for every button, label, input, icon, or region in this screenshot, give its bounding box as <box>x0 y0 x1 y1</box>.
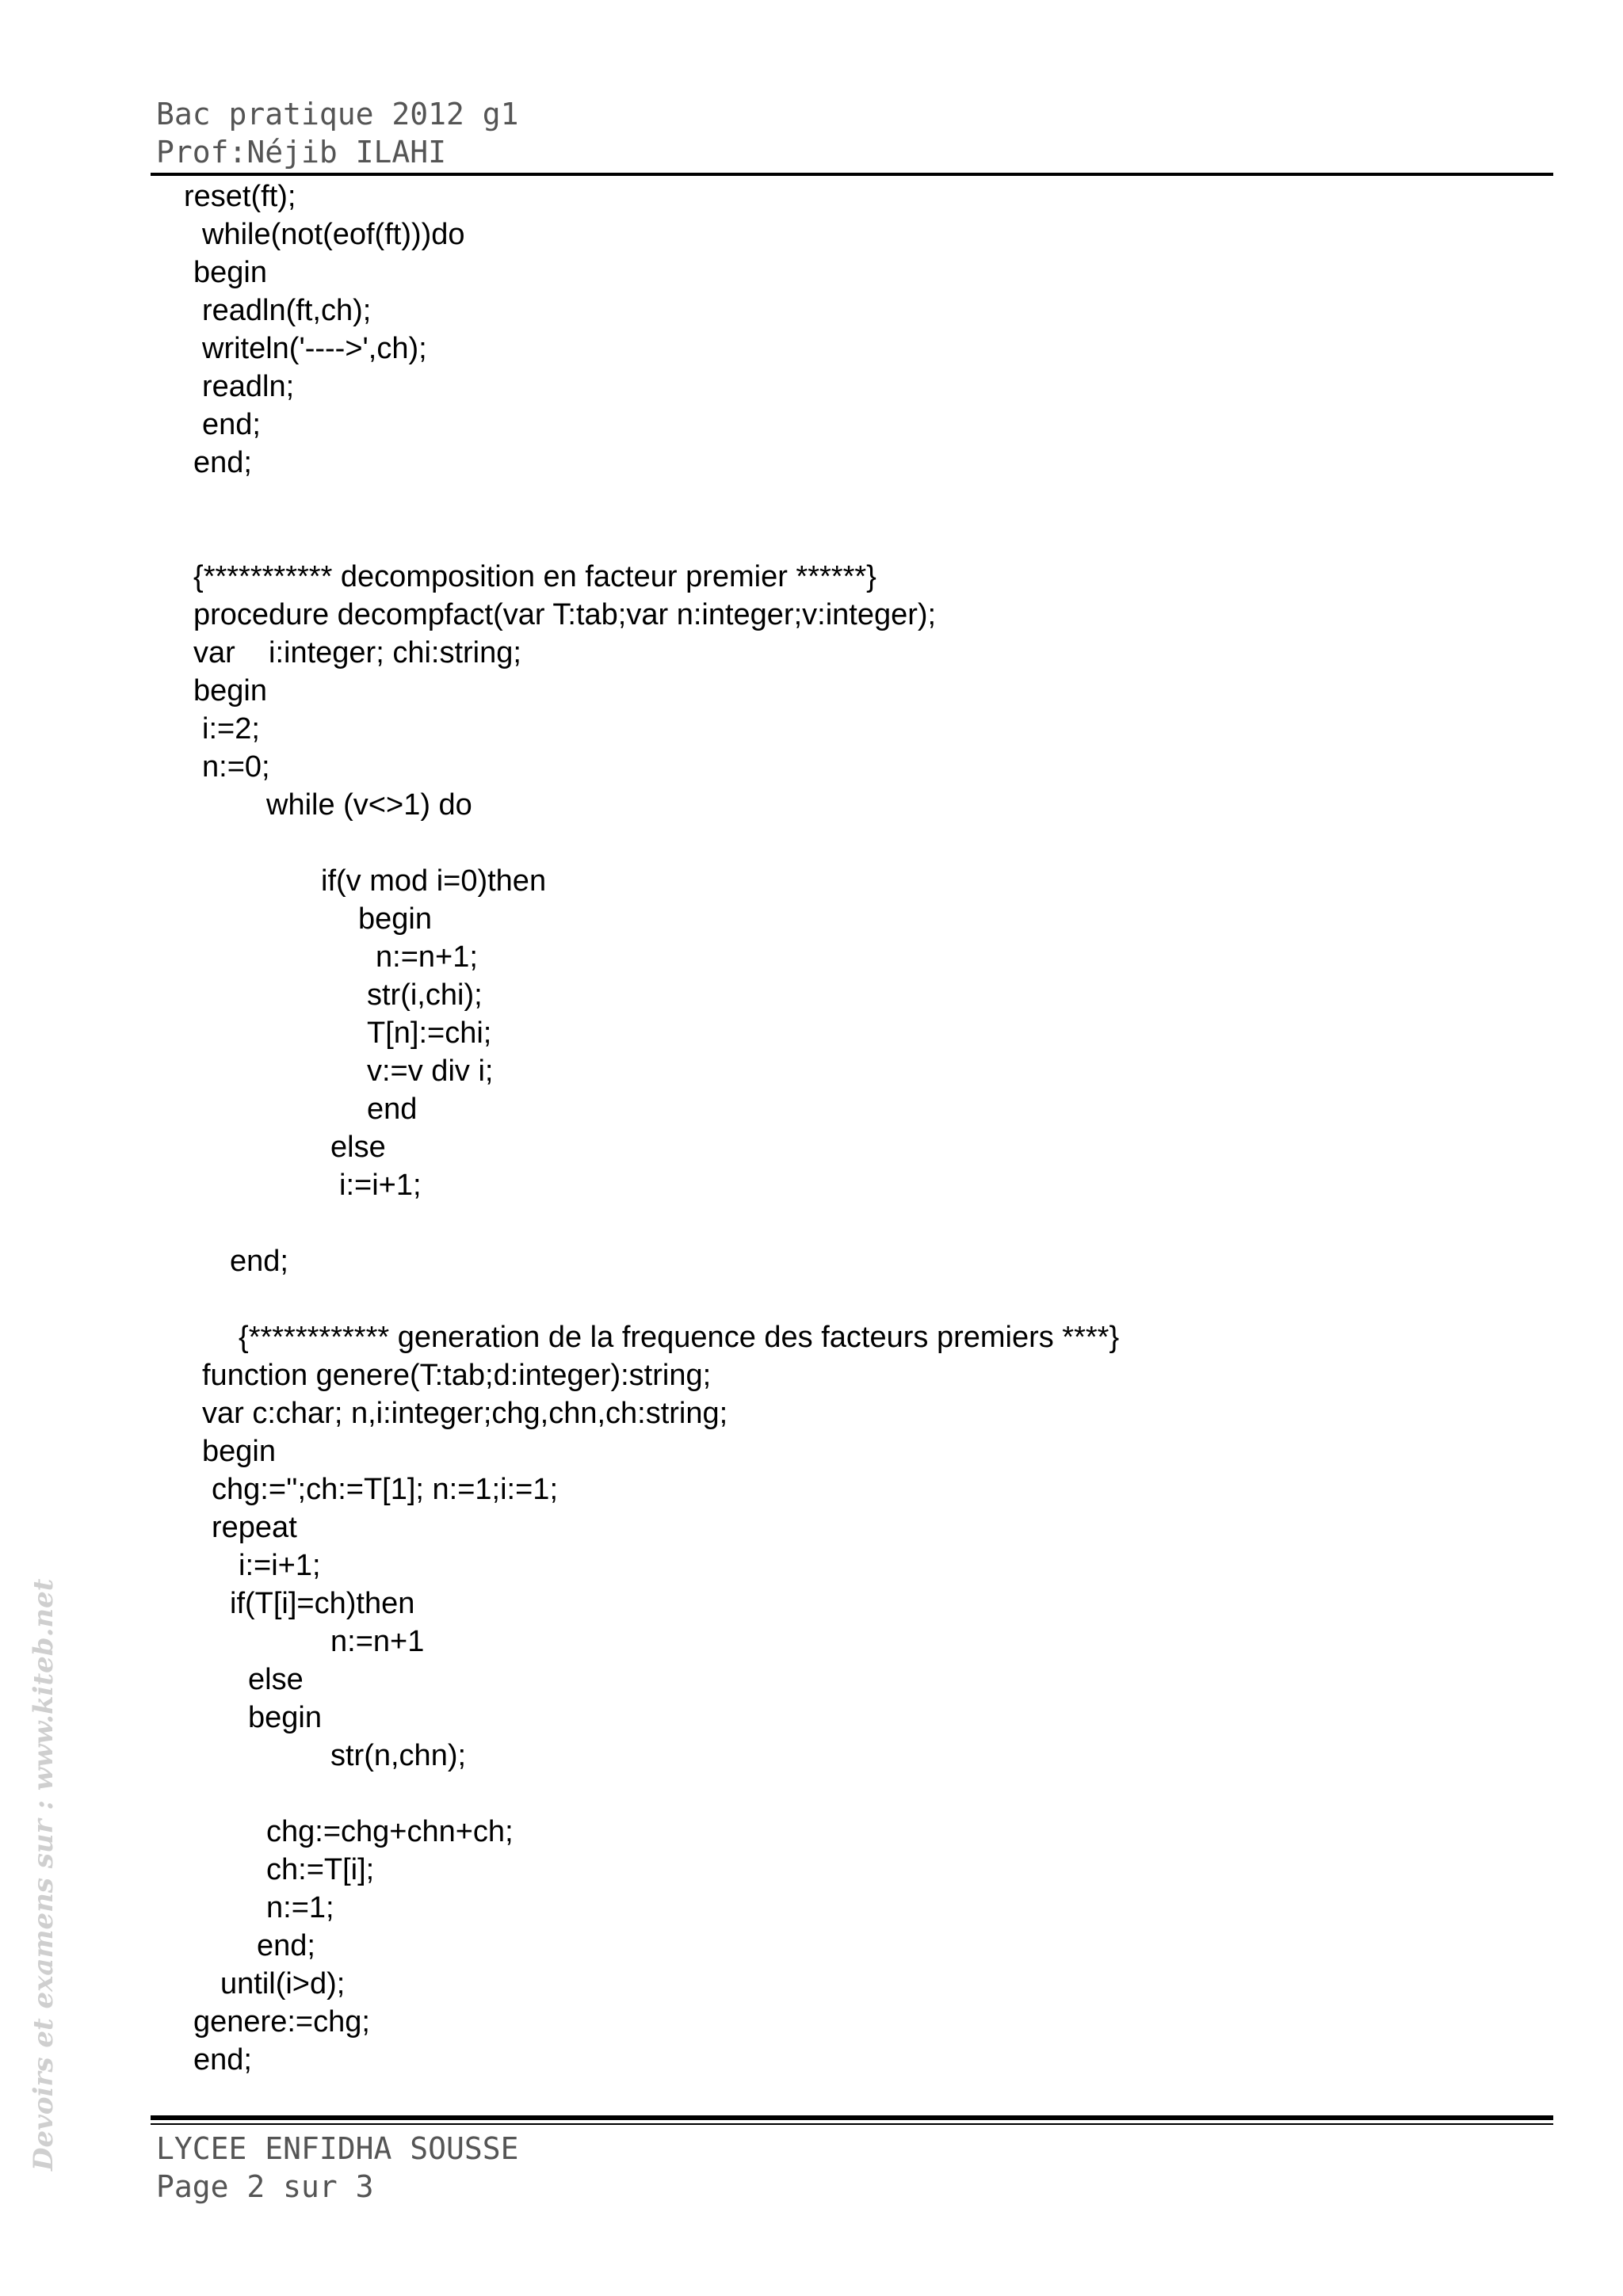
page-footer <box>156 2130 519 2206</box>
code-line: end; <box>257 1929 315 1962</box>
header-rule <box>151 173 1553 176</box>
code-line: begin <box>193 674 267 707</box>
code-line: end; <box>193 2043 252 2077</box>
code-line: else <box>330 1131 386 1164</box>
code-line: function genere(T:tab;d:integer):string; <box>202 1359 712 1392</box>
code-line: ch:=T[i]; <box>266 1853 375 1886</box>
code-comment: {*********** decomposition en facteur premier ******} <box>193 560 876 593</box>
watermark-text: Devoirs et examens sur : www.kiteb.net <box>28 1578 59 2171</box>
code-line: chg:='';ch:=T[1]; n:=1;i:=1; <box>212 1473 558 1506</box>
code-line: begin <box>193 256 267 289</box>
code-line: end; <box>230 1245 288 1278</box>
header-author: Prof:Néjib ILAHI <box>156 135 447 170</box>
code-line: str(n,chn); <box>330 1739 467 1772</box>
header-title: Bac pratique 2012 g1 <box>156 97 519 132</box>
code-comment: {************ generation de la frequence des facteurs premiers ****} <box>239 1321 1120 1354</box>
code-line: until(i>d); <box>220 1967 346 2000</box>
code-line: begin <box>358 902 432 936</box>
code-line: readln; <box>202 370 295 403</box>
code-line: var c:char; n,i:integer;chg,chn,ch:string; <box>202 1397 728 1430</box>
code-line <box>0 1775 1623 1813</box>
code-line: begin <box>248 1701 322 1734</box>
code-line: reset(ft); <box>184 180 296 213</box>
code-line: while (v<>1) do <box>266 788 472 822</box>
code-line: var i:integer; chi:string; <box>193 636 521 669</box>
code-line <box>0 1204 1623 1242</box>
code-line: chg:=chg+chn+ch; <box>266 1815 514 1848</box>
code-line: genere:=chg; <box>193 2005 370 2039</box>
code-line: T[n]:=chi; <box>367 1016 492 1050</box>
code-line: while(not(eof(ft)))do <box>202 218 465 251</box>
code-line: end; <box>202 408 261 441</box>
code-line: i:=i+1; <box>239 1549 321 1582</box>
code-listing <box>0 177 1623 2079</box>
code-line: if(T[i]=ch)then <box>230 1587 415 1620</box>
code-line: n:=0; <box>202 750 270 784</box>
code-line: procedure decompfact(var T:tab;var n:integer;v:integer); <box>193 598 937 631</box>
code-line: else <box>248 1663 304 1696</box>
footer-rule-thick <box>151 2115 1553 2120</box>
code-line: readln(ft,ch); <box>202 294 372 327</box>
code-line <box>0 520 1623 558</box>
code-line: i:=2; <box>202 712 260 746</box>
page-header <box>156 95 519 171</box>
code-line <box>0 482 1623 520</box>
code-line: end <box>367 1093 418 1126</box>
code-line: n:=1; <box>266 1891 334 1924</box>
code-line: i:=i+1; <box>339 1169 422 1202</box>
code-line: if(v mod i=0)then <box>321 864 547 898</box>
code-line: writeln('---->',ch); <box>202 332 427 365</box>
code-line: begin <box>202 1435 276 1468</box>
code-line: str(i,chi); <box>367 978 483 1012</box>
footer-page-number: Page 2 sur 3 <box>156 2169 374 2204</box>
code-line: n:=n+1; <box>376 940 478 974</box>
code-line <box>0 824 1623 862</box>
code-line <box>0 1280 1623 1318</box>
code-line: n:=n+1 <box>330 1625 425 1658</box>
code-line: end; <box>193 446 252 479</box>
code-line: repeat <box>212 1511 297 1544</box>
footer-school: LYCEE ENFIDHA SOUSSE <box>156 2131 519 2166</box>
footer-rule-thin <box>151 2123 1553 2125</box>
code-line: v:=v div i; <box>367 1055 494 1088</box>
